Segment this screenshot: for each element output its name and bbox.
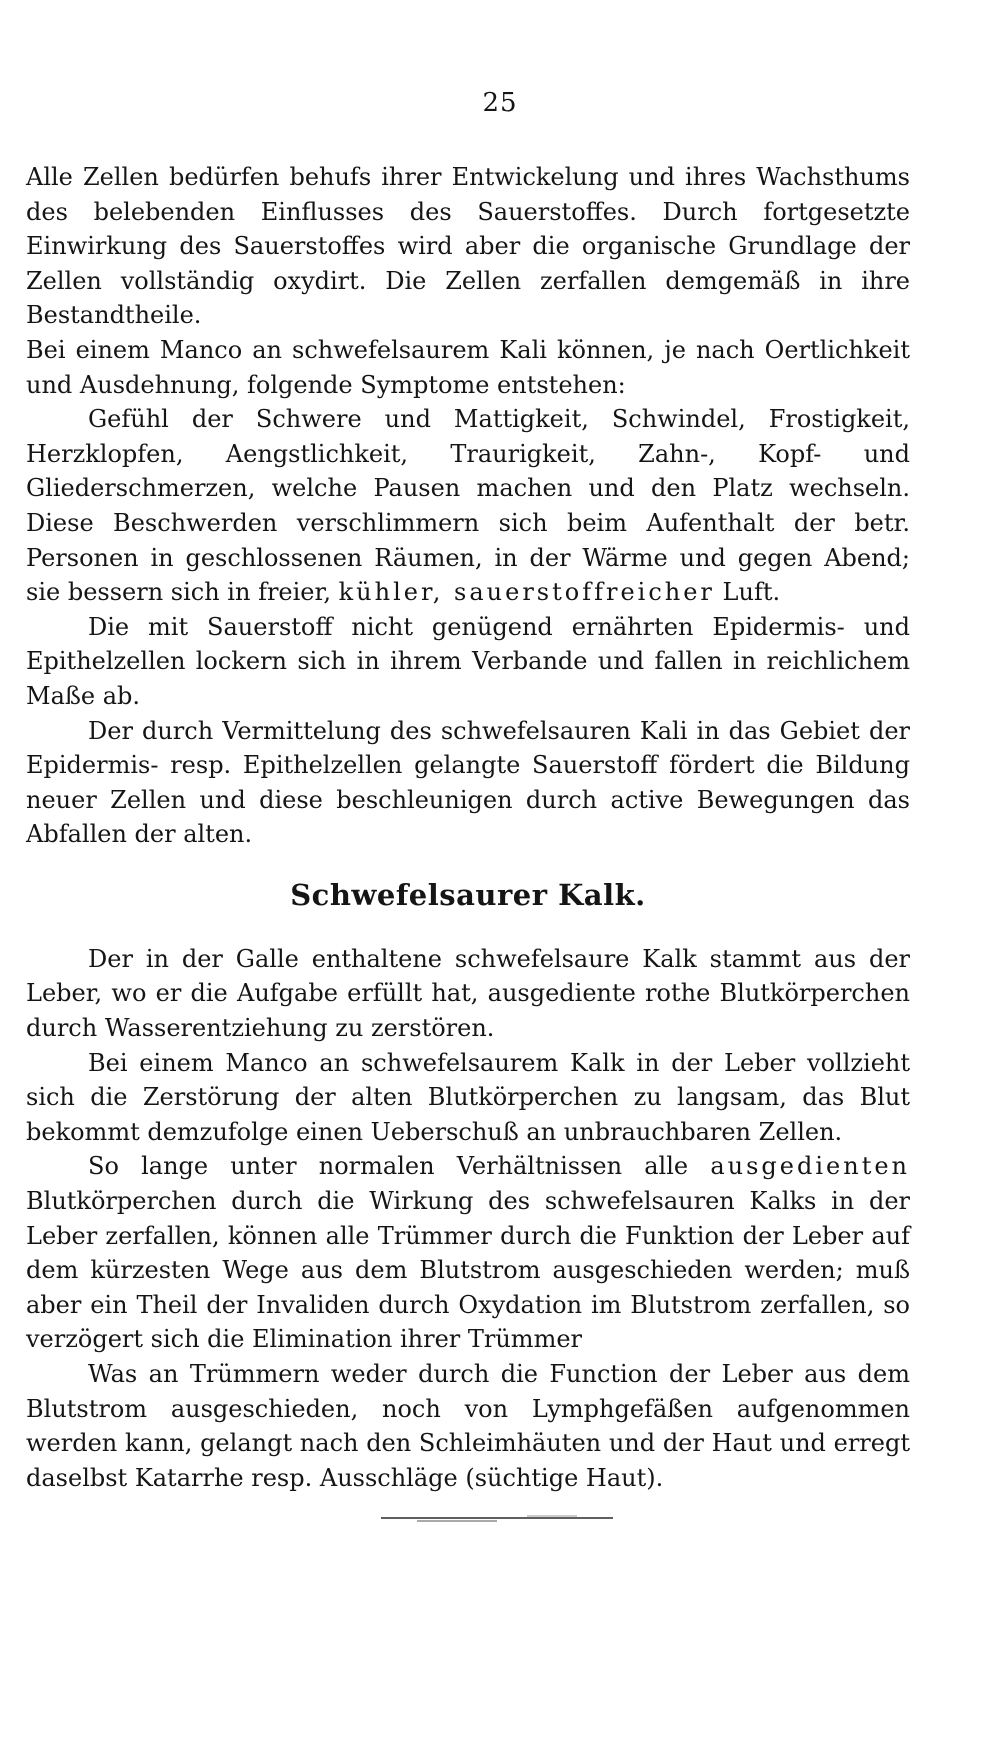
- paragraph-blood-cells: [26, 1149, 910, 1357]
- body-text: [26, 160, 910, 1495]
- paragraph-oxygen-transport: Der durch Vermittelung des schwefelsauren Kali in das Gebiet der Epidermis- resp. Epithelzellen gelangte Sauerstoff fördert die Bildung neuer Zellen und diese beschleunigen durch active Bewegungen das Abfallen der alten.: [26, 716, 910, 849]
- end-ornament-rule: [377, 1514, 617, 1524]
- paragraph-epidermis: Die mit Sauerstoff nicht genügend ernährten Epidermis- und Epithelzellen lockern sich in ihrem Verbande und fallen in reichlichem Maße ab.: [26, 612, 910, 710]
- symptoms-text: Gefühl der Schwere und Mattigkeit, Schwindel, Frostigkeit, Herzklopfen, Aengstlichkeit, Traurigkeit, Zahn-, Kopf- und Gliederschmerzen, welche Pausen machen und den Platz wechseln. Diese Beschwerden verschlimmern sich beim Aufenthalt der betr. Personen in geschlossenen Räumen, in der Wärme und gegen Abend; sie bessern sich in freier,: [26, 405, 910, 607]
- section-heading: Schwefelsaurer Kalk.: [290, 877, 646, 912]
- spaced-emphasis: ausgedienten: [710, 1152, 910, 1181]
- blood-cells-text: So lange unter normalen Verhältnissen alle: [88, 1152, 689, 1181]
- spaced-emphasis: kühler, sauerstoffreicher: [338, 578, 715, 607]
- paragraph-kali-deficiency: Bei einem Manco an schwefelsaurem Kali können, je nach Oertlichkeit und Ausdehnung, folgende Symptome entstehen:: [26, 335, 910, 399]
- paragraph-cell-growth: Alle Zellen bedürfen behufs ihrer Entwickelung und ihres Wachsthums des belebenden Einflusses des Sauerstoffes. Durch fortgesetzte Einwirkung des Sauerstoffes wird aber die organische Grundlage der Zellen vollständig oxydirt. Die Zellen zerfallen demgemäß in ihre Bestandtheile.: [26, 163, 910, 330]
- paragraph-bile-calcium: Der in der Galle enthaltene schwefelsaure Kalk stammt aus der Leber, wo er die Aufgabe erfüllt hat, ausgediente rothe Blutkörperchen durch Wasserentziehung zu zerstören.: [26, 944, 910, 1043]
- symptoms-text-end: Luft.: [722, 578, 781, 607]
- blood-cells-text-end: Blutkörperchen durch die Wirkung des schwefelsauren Kalks in der Leber zerfallen, können alle Trümmer durch die Funktion der Leber auf dem kürzesten Wege aus dem Blutstrom ausgeschieden werden; muß aber ein Theil der Invaliden durch Oxydation im Blutstrom zerfallen, so verzögert sich die Elimination ihrer Trümmer: [26, 1187, 910, 1354]
- paragraph-catarrh: Was an Trümmern weder durch die Function der Leber aus dem Blutstrom ausgeschieden, noch von Lymphgefäßen aufgenommen werden kann, gelangt nach den Schleimhäuten und der Haut und erregt daselbst Katarrhe resp. Ausschläge (süchtige Haut).: [26, 1360, 910, 1492]
- paragraph-symptoms: [26, 402, 910, 610]
- paragraph-calcium-deficiency: Bei einem Manco an schwefelsaurem Kalk in der Leber vollzieht sich die Zerstörung der alten Blutkörperchen zu langsam, das Blut bekommt demzufolge einen Ueberschuß an unbrauchbaren Zellen.: [26, 1048, 910, 1146]
- page-number: 25: [482, 88, 518, 118]
